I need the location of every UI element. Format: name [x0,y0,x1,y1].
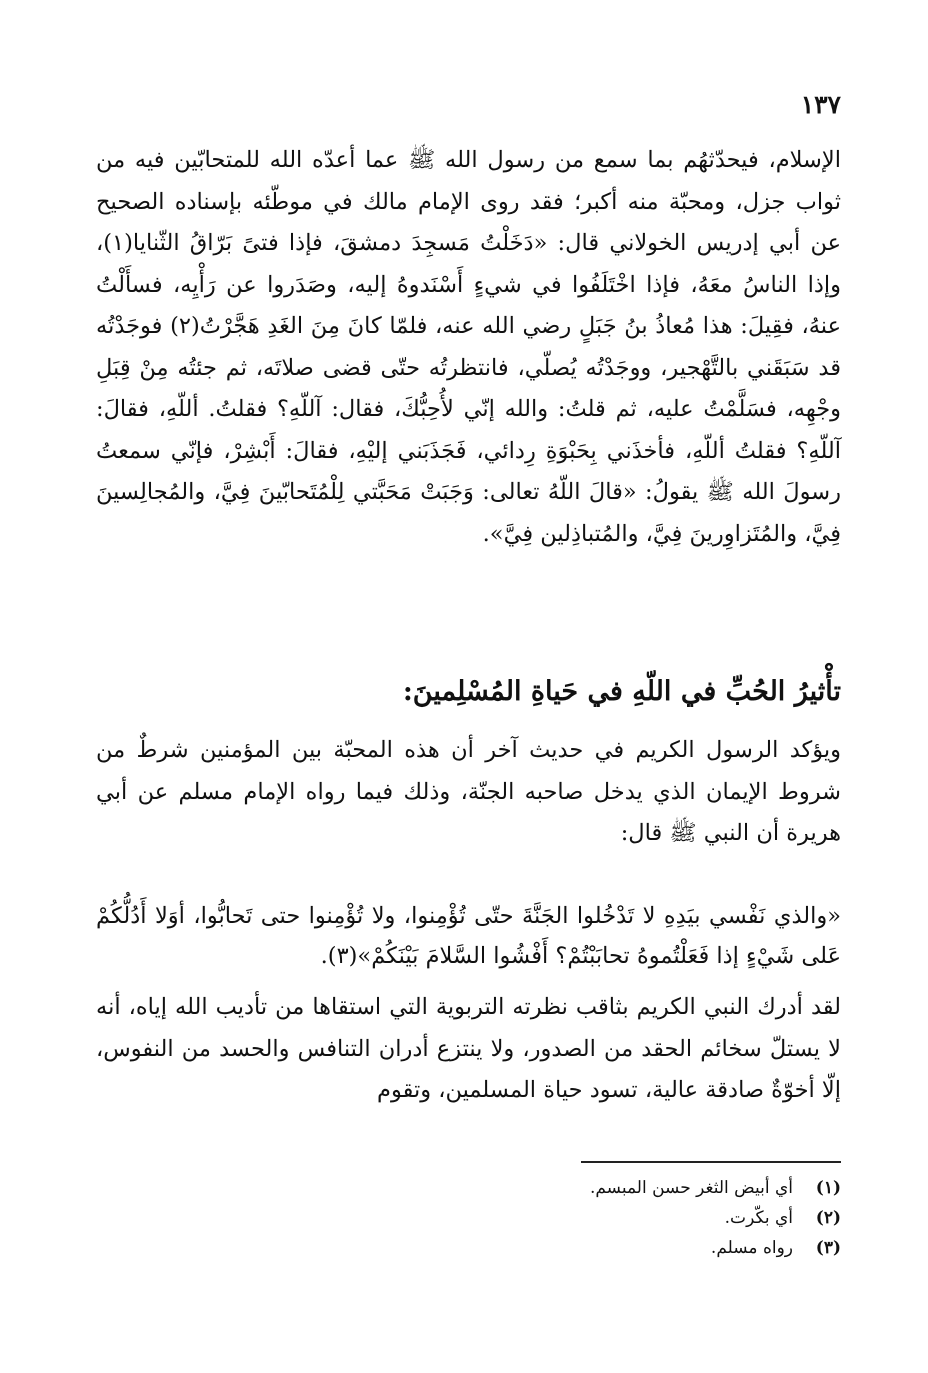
paragraph-intro: الإسلام، فيحدّثهُم بما سمع من رسول الله ﷺ عما أعدّه الله للمتحابّين فيه من ثواب جزل، ومحبّة منه أكبر؛ فقد روى الإمام مالك في موطّئه بإسناده الصحيح عن أبي إدريس الخولاني قال: «دَخَلْتُ مَسجِدَ دمشقَ، فإذا فتىً بَرّاقُ الثّنايا(١)، وإذا الناسُ معَهُ، فإذا اخْتَلَفُوا في شيءٍ أَسْنَدوهُ إليه، وصَدَروا عن رَأْيِه، فسأَلْتُ عنهُ، فقِيلَ: هذا مُعاذُ بنُ جَبَلٍ رضي الله عنه، فلمّا كانَ مِنَ الغَدِ هَجَّرْتُ(٢) فوجَدْتُه قد سَبَقَني بالتَّهْجير، ووجَدْتُه يُصلّي، فانتظرتُه حتّى قضى صلاتَه، ثم جئتُه مِنْ قِبَلِ وجْهِه، فسَلَّمْتُ عليه، ثم قلتُ: والله إنّي لأُحِبُّكَ، فقال: آللّهِ؟ فقلتُ. أللّهِ، فقالَ: آللّهِ؟ فقلتُ أللّهِ، فأخذَني بِحَبْوَةِ رِدائي، فَجَذَبَني إليْهِ، فقالَ: أَبْشِرْ، فإنّي سمعتُ رسولَ الله ﷺ يقولُ: «قالَ اللّهُ تعالى: وَجَبَتْ مَحَبَّتي لِلْمُتَحابّينَ فِيَّ، والمُجالِسينَ فِيَّ، والمُتَزاوِرينَ فِيَّ، والمُتباذِلين فِيَّ». [96,147,842,547]
footnote-number: (٣) [815,1238,841,1258]
footnote-number: (١) [815,1178,841,1198]
footnote-text: رواه مسلم. [710,1238,793,1258]
section-heading: تأْثيرُ الحُبِّ في اللّهِ في حَياةِ المُسْلِمينَ: [402,676,841,707]
footnote-divider [581,1161,841,1163]
footnote-item [96,1173,841,1203]
paragraph-hadith: «والذي نَفْسي بيَدِهِ لا تَدْخُلوا الجَنَّةَ حتّى تُؤْمِنوا، ولا تُؤْمِنوا حتى تَحابُّوا، أوَلا أَدُلُّكُمْ عَلى شَيْءٍ إذا فَعَلْتُموهُ تحابَبْتُمْ؟ أَفْشُوا السَّلامَ بَيْنَكُمْ»(٣). [96,903,841,969]
page-number: ١٣٧ [800,90,841,119]
footnote-item [96,1233,841,1263]
footnote-number: (٢) [815,1208,841,1228]
paragraph-second: ويؤكد الرسول الكريم في حديث آخر أن هذه المحبّة بين المؤمنين شرطٌ من شروط الإيمان الذي يدخل صاحبه الجنّة، وذلك فيما رواه الإمام مسلم عن أبي هريرة أن النبي ﷺ قال: [96,737,841,846]
footnote-item [96,1203,841,1233]
footnote-text: أي بكّرت. [724,1208,793,1228]
footnotes-list [96,1173,841,1263]
paragraph-fourth: لقد أدرك النبي الكريم بثاقب نظرته التربوية التي استقاها من تأديب الله إياه، أنه لا يستلّ سخائم الحقد من الصدور، ولا ينتزع أدران التنافس والحسد من النفوس، إلّا أخوّةٌ صادقة عالية، تسود حياة المسلمين، وتقوم [96,994,841,1103]
footnote-text: أي أبيض الثغر حسن المبسم. [589,1178,793,1198]
